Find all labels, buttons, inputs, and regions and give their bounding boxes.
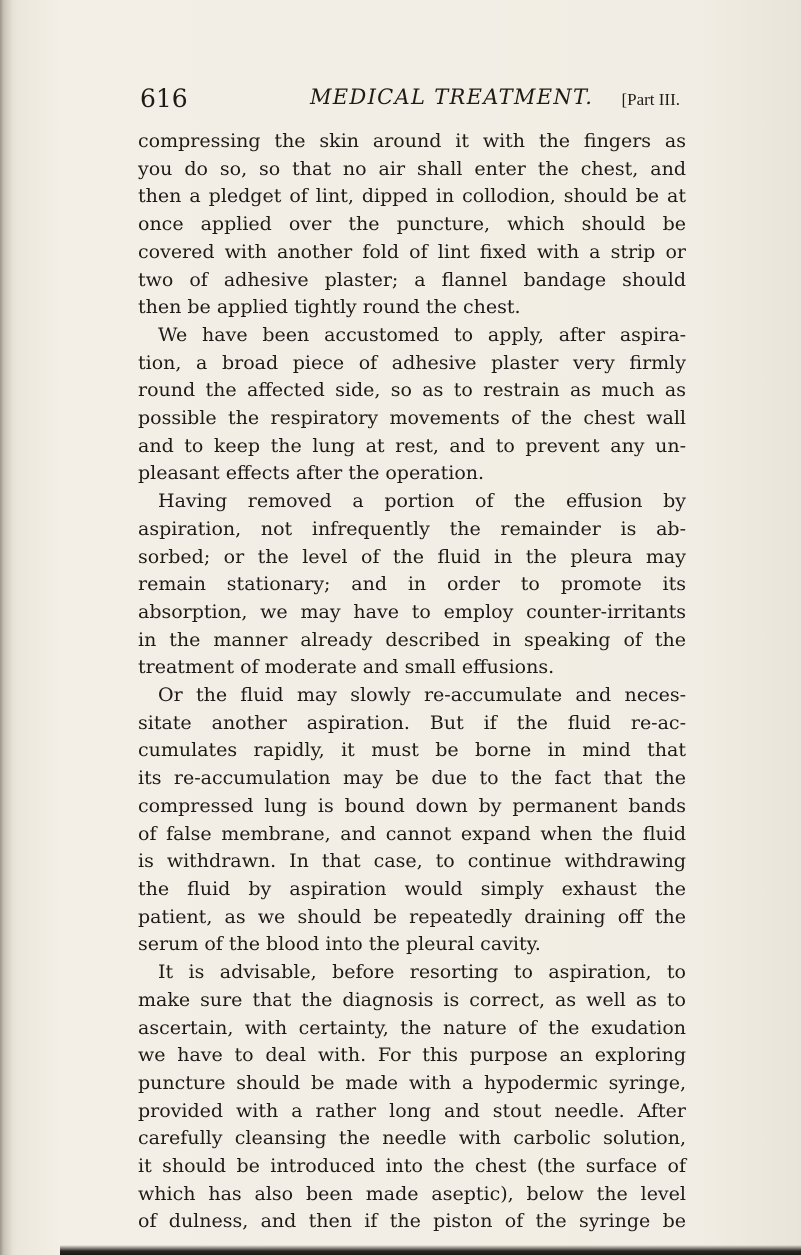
text-line: the fluid by aspiration would simply exhaust the <box>138 877 686 900</box>
text-line: in the manner already described in speaking of the <box>138 628 686 651</box>
text-line: possible the respiratory movements of the chest wall <box>138 407 686 430</box>
text-line: carefully cleansing the needle with carbolic solution, <box>138 1127 686 1150</box>
text-line: We have been accustomed to apply, after aspira- <box>158 323 686 346</box>
text-line: covered with another fold of lint fixed with a strip or <box>138 240 686 263</box>
text-line: remain stationary; and in order to promote its <box>138 573 686 596</box>
text-line: puncture should be made with a hypodermic syringe, <box>138 1071 686 1094</box>
paragraph <box>138 322 686 488</box>
text-line: of false membrane, and cannot expand when the fluid <box>138 822 686 845</box>
text-line: which has also been made aseptic), below the level <box>138 1182 686 1205</box>
part-label: [Part III. <box>621 90 680 109</box>
body-text <box>138 128 686 1236</box>
text-line: and to keep the lung at rest, and to prevent any un- <box>138 434 686 457</box>
text-line: round the affected side, so as to restrain as much as <box>138 379 686 402</box>
text-line: aspiration, not infrequently the remainder is ab- <box>138 517 686 540</box>
text-line: we have to deal with. For this purpose an exploring <box>138 1044 686 1067</box>
text-line: absorption, we may have to employ counter-irritants <box>138 600 686 623</box>
text-line: is withdrawn. In that case, to continue withdrawing <box>138 850 686 873</box>
text-line: ascertain, with certainty, the nature of the exudation <box>138 1016 686 1039</box>
text-line: treatment of moderate and small effusions. <box>138 656 555 679</box>
text-line: sorbed; or the level of the fluid in the pleura may <box>138 545 686 568</box>
text-line: Or the fluid may slowly re-accumulate and neces- <box>158 684 686 707</box>
text-line: compressing the skin around it with the fingers as <box>138 130 686 152</box>
text-line: tion, a broad piece of adhesive plaster very firmly <box>138 351 686 374</box>
text-line: make sure that the diagnosis is correct, as well as to <box>138 988 686 1011</box>
page-binding-edge <box>0 0 12 1255</box>
text-line: it should be introduced into the chest (the surface of <box>138 1155 686 1178</box>
text-line: cumulates rapidly, it must be borne in mind that <box>138 739 686 762</box>
text-line: sitate another aspiration. But if the fluid re-ac- <box>138 711 686 734</box>
paragraph <box>138 682 686 959</box>
text-line: its re-accumulation may be due to the fact that the <box>138 767 686 790</box>
text-line: patient, as we should be repeatedly draining off the <box>138 905 686 928</box>
running-title: MEDICAL TREATMENT. <box>310 85 594 109</box>
paragraph <box>138 488 686 682</box>
page-number: 616 <box>140 84 188 113</box>
text-line: provided with a rather long and stout needle. After <box>138 1099 686 1122</box>
text-line: pleasant effects after the operation. <box>138 462 485 485</box>
page-bottom-shadow <box>60 1245 801 1255</box>
text-line: of dulness, and then if the piston of the syringe be <box>138 1210 686 1233</box>
paragraph <box>138 959 686 1236</box>
paragraph <box>138 128 686 322</box>
text-line: compressed lung is bound down by permanent bands <box>138 794 686 817</box>
text-line: It is advisable, before resorting to aspiration, to <box>158 961 686 984</box>
page-header <box>140 84 680 124</box>
text-line: serum of the blood into the pleural cavity. <box>138 933 541 956</box>
text-line: then be applied tightly round the chest. <box>138 296 521 319</box>
text-line: two of adhesive plaster; a flannel bandage should <box>138 268 686 291</box>
text-line: Having removed a portion of the effusion by <box>158 490 686 513</box>
text-line: then a pledget of lint, dipped in collodion, should be at <box>138 185 686 208</box>
text-line: once applied over the puncture, which should be <box>138 213 686 236</box>
text-line: you do so, so that no air shall enter the chest, and <box>138 157 686 180</box>
